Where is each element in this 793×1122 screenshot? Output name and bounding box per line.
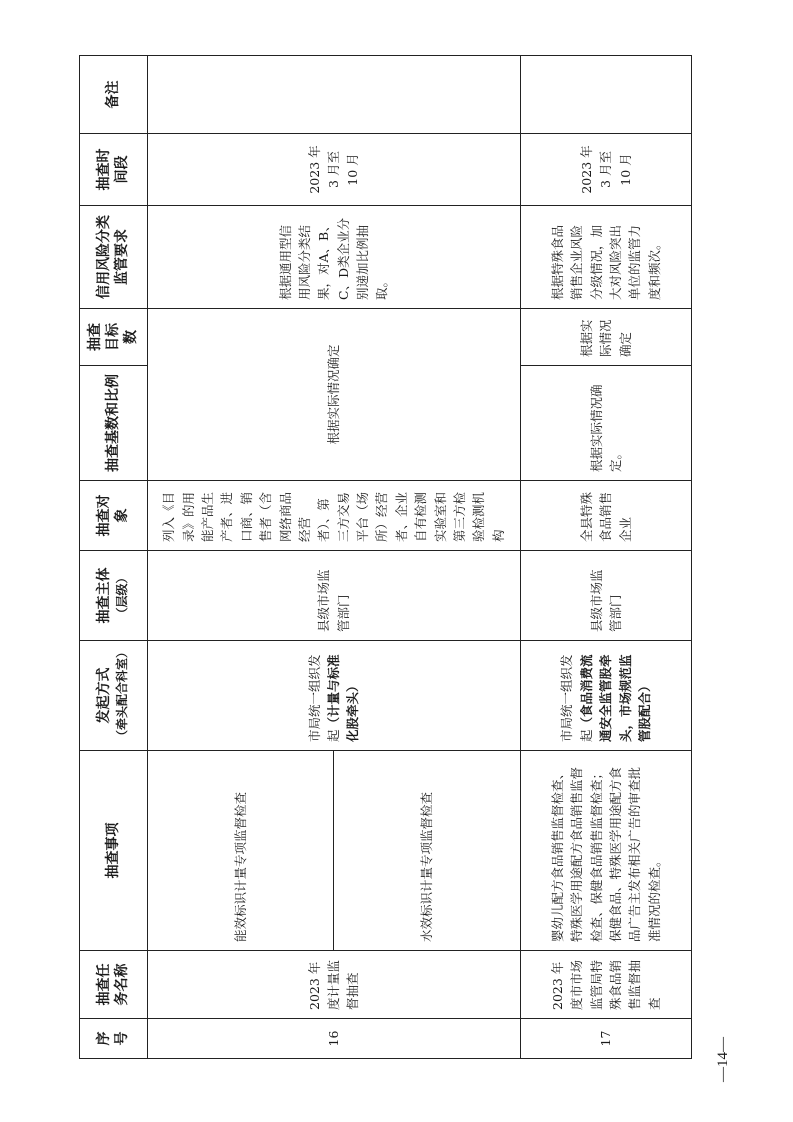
row16-credit: 根据通用型信用风险分类结果，对A、B、C、D类企业分别递加比例抽取。 bbox=[147, 206, 520, 309]
header-subject-sub: （层级） bbox=[115, 571, 130, 620]
page-number: —14— bbox=[715, 1037, 731, 1082]
row17-period: 2023 年 3 月至 10 月 bbox=[520, 134, 691, 206]
row16-initiator bbox=[147, 641, 520, 751]
header-item: 抽查事项 bbox=[80, 751, 148, 951]
row17-initiator-bold: （食品消费流通安全监管股牵头，市场规范监管股配合） bbox=[578, 654, 652, 742]
header-period: 抽查时间段 bbox=[80, 134, 148, 206]
row17-target: 全县特殊食品销售企业 bbox=[520, 481, 691, 551]
table-row bbox=[147, 56, 334, 1059]
row16-seq: 16 bbox=[147, 1019, 520, 1059]
row16-period: 2023 年 3 月至 10 月 bbox=[147, 134, 520, 206]
row17-seq: 17 bbox=[520, 1019, 691, 1059]
row16-item-1: 能效标识计量专项监督检查 bbox=[147, 751, 334, 951]
row16-remark bbox=[147, 56, 520, 134]
row17-item: 婴幼儿配方食品销售监督检查、特殊医学用途配方食品销售监督检查、保健食品销售监督检查；保健食品、特殊医学用途配方食品广告主发布相关广告的审查批准情况的检查。 bbox=[520, 751, 691, 951]
header-row bbox=[80, 56, 148, 1059]
row17-base: 根据实际情况确定。 bbox=[520, 366, 691, 481]
header-subject bbox=[80, 551, 148, 641]
row16-target: 列入《目录》的用能产品生产者、进口商、销售者（含网络商品经营者）、第三方交易平台（场所）经营者、企业自有检测实验室和第三方检验检测机构 bbox=[147, 481, 520, 551]
header-credit: 信用风险分类监管要求 bbox=[80, 206, 148, 309]
header-base: 抽查基数和比例 bbox=[80, 366, 148, 481]
header-initiator-label: 发起方式 bbox=[96, 667, 113, 724]
row17-initiator bbox=[520, 641, 691, 751]
row17-count: 根据实际情况确定 bbox=[520, 309, 691, 366]
row16-initiator-bold: （计量与标准化股牵头） bbox=[325, 654, 361, 742]
row17-subject: 县级市场监管部门 bbox=[520, 551, 691, 641]
header-initiator bbox=[80, 641, 148, 751]
row16-task-name: 2023 年度计量监督抽查 bbox=[147, 951, 520, 1019]
header-subject-label: 抽查主体 bbox=[96, 567, 113, 624]
row16-subject: 县级市场监管部门 bbox=[147, 551, 520, 641]
row17-task-name: 2023 年度市市场监管局特殊食品销售监督抽查 bbox=[520, 951, 691, 1019]
header-task-name: 抽查任务名称 bbox=[80, 951, 148, 1019]
row17-credit: 根据特殊食品销售企业风险分级情况，加大对风险突出单位的监管力度和频次。 bbox=[520, 206, 691, 309]
row16-initiator-plain: 市局统一组织发起 bbox=[306, 654, 341, 742]
row16-base: 根据实际情况确定 bbox=[147, 309, 520, 481]
table-row bbox=[520, 56, 691, 1059]
header-initiator-sub: （牵头配合科室） bbox=[115, 645, 130, 742]
inspection-table bbox=[79, 55, 692, 1059]
header-remark: 备注 bbox=[80, 56, 148, 134]
row17-initiator-plain: 市局统一组织发起 bbox=[559, 654, 594, 742]
header-seq: 序号 bbox=[80, 1019, 148, 1059]
row17-remark bbox=[520, 56, 691, 134]
header-count: 抽查目标数 bbox=[80, 309, 148, 366]
header-target: 抽查对象 bbox=[80, 481, 148, 551]
row16-item-2: 水效标识计量专项监督检查 bbox=[334, 751, 521, 951]
